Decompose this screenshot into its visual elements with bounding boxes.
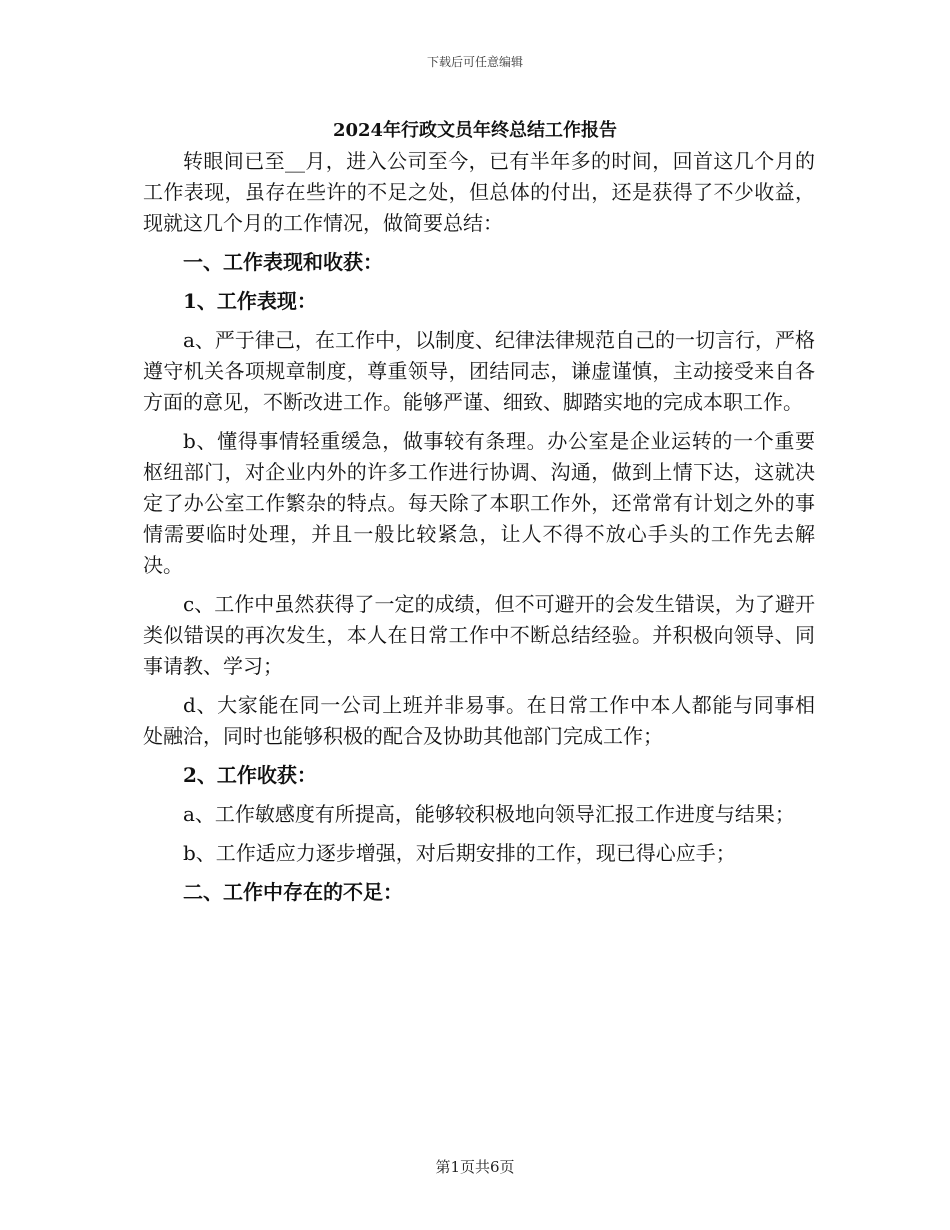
section-heading-2: 二、工作中存在的不足：	[183, 880, 403, 904]
section-heading-1: 一、工作表现和收获：	[183, 250, 383, 274]
subsection-heading-1: 1、工作表现：	[183, 289, 317, 313]
paragraph-1a: a、严于律己，在工作中，以制度、纪律法律规范自己的一切言行，严格遵守机关各项规章制度，尊重领导，团结同志，谦虚谨慎，主动接受来自各方面的意见，不断改进工作。能够严谨、细致、脚踏实地的完成本职工作。	[143, 328, 815, 414]
document-title: 2024年行政文员年终总结工作报告	[332, 120, 618, 141]
intro-paragraph: 转眼间已至__月，进入公司至今，已有半年多的时间，回首这几个月的工作表现，虽存在些许的不足之处，但总体的付出，还是获得了不少收益，现就这几个月的工作情况，做简要总结：	[143, 149, 815, 235]
document-body	[143, 146, 815, 916]
page-footer: 第1页共6页	[435, 1158, 515, 1176]
subsection-heading-2: 2、工作收获：	[183, 763, 317, 787]
paragraph-1b: b、懂得事情轻重缓急，做事较有条理。办公室是企业运转的一个重要枢纽部门，对企业内外的许多工作进行协调、沟通，做到上情下达，这就决定了办公室工作繁杂的特点。每天除了本职工作外，还常常有计划之外的事情需要临时处理，并且一般比较紧急，让人不得不放心手头的工作先去解决。	[143, 429, 815, 577]
paragraph-1c: c、工作中虽然获得了一定的成绩，但不可避开的会发生错误，为了避开类似错误的再次发生，本人在日常工作中不断总结经验。并积极向领导、同事请教、学习；	[143, 592, 815, 678]
header-note: 下载后可任意编辑	[426, 55, 523, 69]
paragraph-2b: b、工作适应力逐步增强，对后期安排的工作，现已得心应手；	[183, 841, 736, 865]
paragraph-1d: d、大家能在同一公司上班并非易事。在日常工作中本人都能与同事相处融洽，同时也能够积极的配合及协助其他部门完成工作；	[143, 693, 815, 748]
paragraph-2a: a、工作敏感度有所提高，能够较积极地向领导汇报工作进度与结果；	[183, 802, 795, 826]
